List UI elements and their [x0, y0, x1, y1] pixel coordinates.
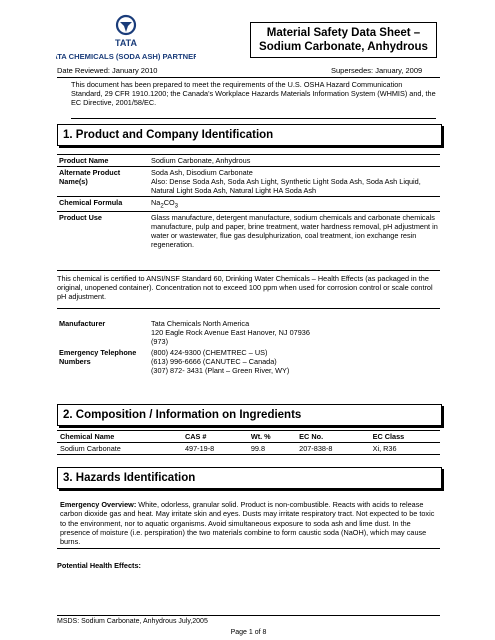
alternate-names-value: Soda Ash, Disodium Carbonate Also: Dense Soda Ash, Soda Ash Light, Synthetic Light Soda Ash, Soda Ash Liquid, Natural Light Soda Ash, Natural Light HA Soda Ash [149, 167, 440, 197]
table-header-row [57, 431, 440, 443]
footer-doc-info: MSDS: Sodium Carbonate, Anhydrous July,2005 [57, 618, 208, 625]
emergency-overview-label: Emergency Overview: [60, 500, 137, 509]
product-identification-table [57, 154, 440, 250]
chemical-formula-value: $Na_2CO_3$ [149, 197, 440, 212]
emergency-overview [57, 497, 440, 549]
chemical-formula-label: Chemical Formula [57, 197, 149, 212]
potential-health-effects-heading: Potential Health Effects: [57, 561, 141, 570]
logo-company-line: TATA CHEMICALS (SODA ASH) PARTNERS [56, 52, 196, 61]
company-logo [56, 14, 196, 62]
table-cell: Sodium Carbonate [57, 443, 182, 455]
footer-rule [57, 615, 440, 616]
table-row [57, 443, 440, 455]
product-name-value: Sodium Carbonate, Anhydrous [149, 155, 440, 167]
manufacturer-value: Tata Chemicals North America 120 Eagle Rock Avenue East Hanover, NJ 07936 (973) [151, 319, 310, 346]
column-header: EC No. [296, 431, 369, 443]
column-header: CAS # [182, 431, 248, 443]
intro-statement: This document has been prepared to meet the requirements of the U.S. OSHA Hazard Communication Standard, 29 CFR 1910.1200; the Canada's Workplace Hazards Materials Information System (WHMIS) and, the EC Directive, 2001/58/EC. [71, 80, 436, 108]
intro-rule [71, 118, 436, 119]
logo-brand-mark: TATA [115, 38, 137, 48]
table-row [57, 167, 440, 197]
column-header: Wt. % [248, 431, 296, 443]
document-title: Material Safety Data Sheet – Sodium Carbonate, Anhydrous [250, 22, 437, 58]
section-3-title: 3. Hazards Identification [57, 467, 442, 489]
table-row [57, 155, 440, 167]
alternate-names-label: Alternate Product Name(s) [57, 167, 149, 197]
product-use-value: Glass manufacture, detergent manufacture, sodium chemicals and carbonate chemicals manufacture, pulp and paper, brine treatment, water hardness removal, pH adjustment in water or wastewater, flue gas desulphurization, coal treatment, ion exchange resin regeneration. [149, 212, 440, 251]
date-reviewed: Date Reviewed: January 2010 [57, 66, 158, 75]
table-row [57, 197, 440, 212]
table-cell: 99.8 [248, 443, 296, 455]
product-name-label: Product Name [57, 155, 149, 167]
page-number: Page 1 of 8 [230, 629, 267, 636]
section-1-title: 1. Product and Company Identification [57, 124, 442, 146]
supersedes-date: Supersedes: January, 2009 [331, 66, 423, 75]
table-cell: 497-19-8 [182, 443, 248, 455]
manufacturer-table [57, 318, 440, 376]
table-row [57, 212, 440, 251]
emergency-phone-value: (800) 424-9300 (CHEMTREC – US) (613) 996-6666 (CANUTEC – Canada) (307) 872- 3431 (Plant – Green River, WY) [151, 348, 290, 375]
table-cell: 207-838-8 [296, 443, 369, 455]
section-2-title: 2. Composition / Information on Ingredients [57, 404, 442, 426]
emergency-overview-text: White, odorless, granular solid. Product is non-combustible. Reacts with acids to release carbon dioxide gas and heat. May irritate skin and eyes. Dusts may irritate respiratory tract. Not expected to be toxic to the environment, nor to aquatic organisms. Avoid simultaneous exposure to soda ash and lime dust. In the presence of moisture (i.e. perspiration) the two materials combine to form caustic soda (NaOH), which may cause burns. [60, 500, 435, 547]
manufacturer-label: Manufacturer [59, 319, 106, 328]
table-row [57, 347, 440, 376]
table-cell: Xi, R36 [370, 443, 440, 455]
column-header: Chemical Name [57, 431, 182, 443]
header-rule [57, 77, 440, 78]
product-use-label: Product Use [57, 212, 149, 251]
column-header: EC Class [370, 431, 440, 443]
emergency-phone-label: Emergency Telephone Numbers [59, 348, 137, 366]
certification-note: This chemical is certified to ANSI/NSF Standard 60, Drinking Water Chemicals – Health Effects (as packaged in the original, unopened container). Concentration not to exceed 100 ppm when used for corrosion control or scale control pH adjustment. [57, 270, 440, 309]
composition-table [57, 430, 440, 455]
table-row [57, 318, 440, 347]
